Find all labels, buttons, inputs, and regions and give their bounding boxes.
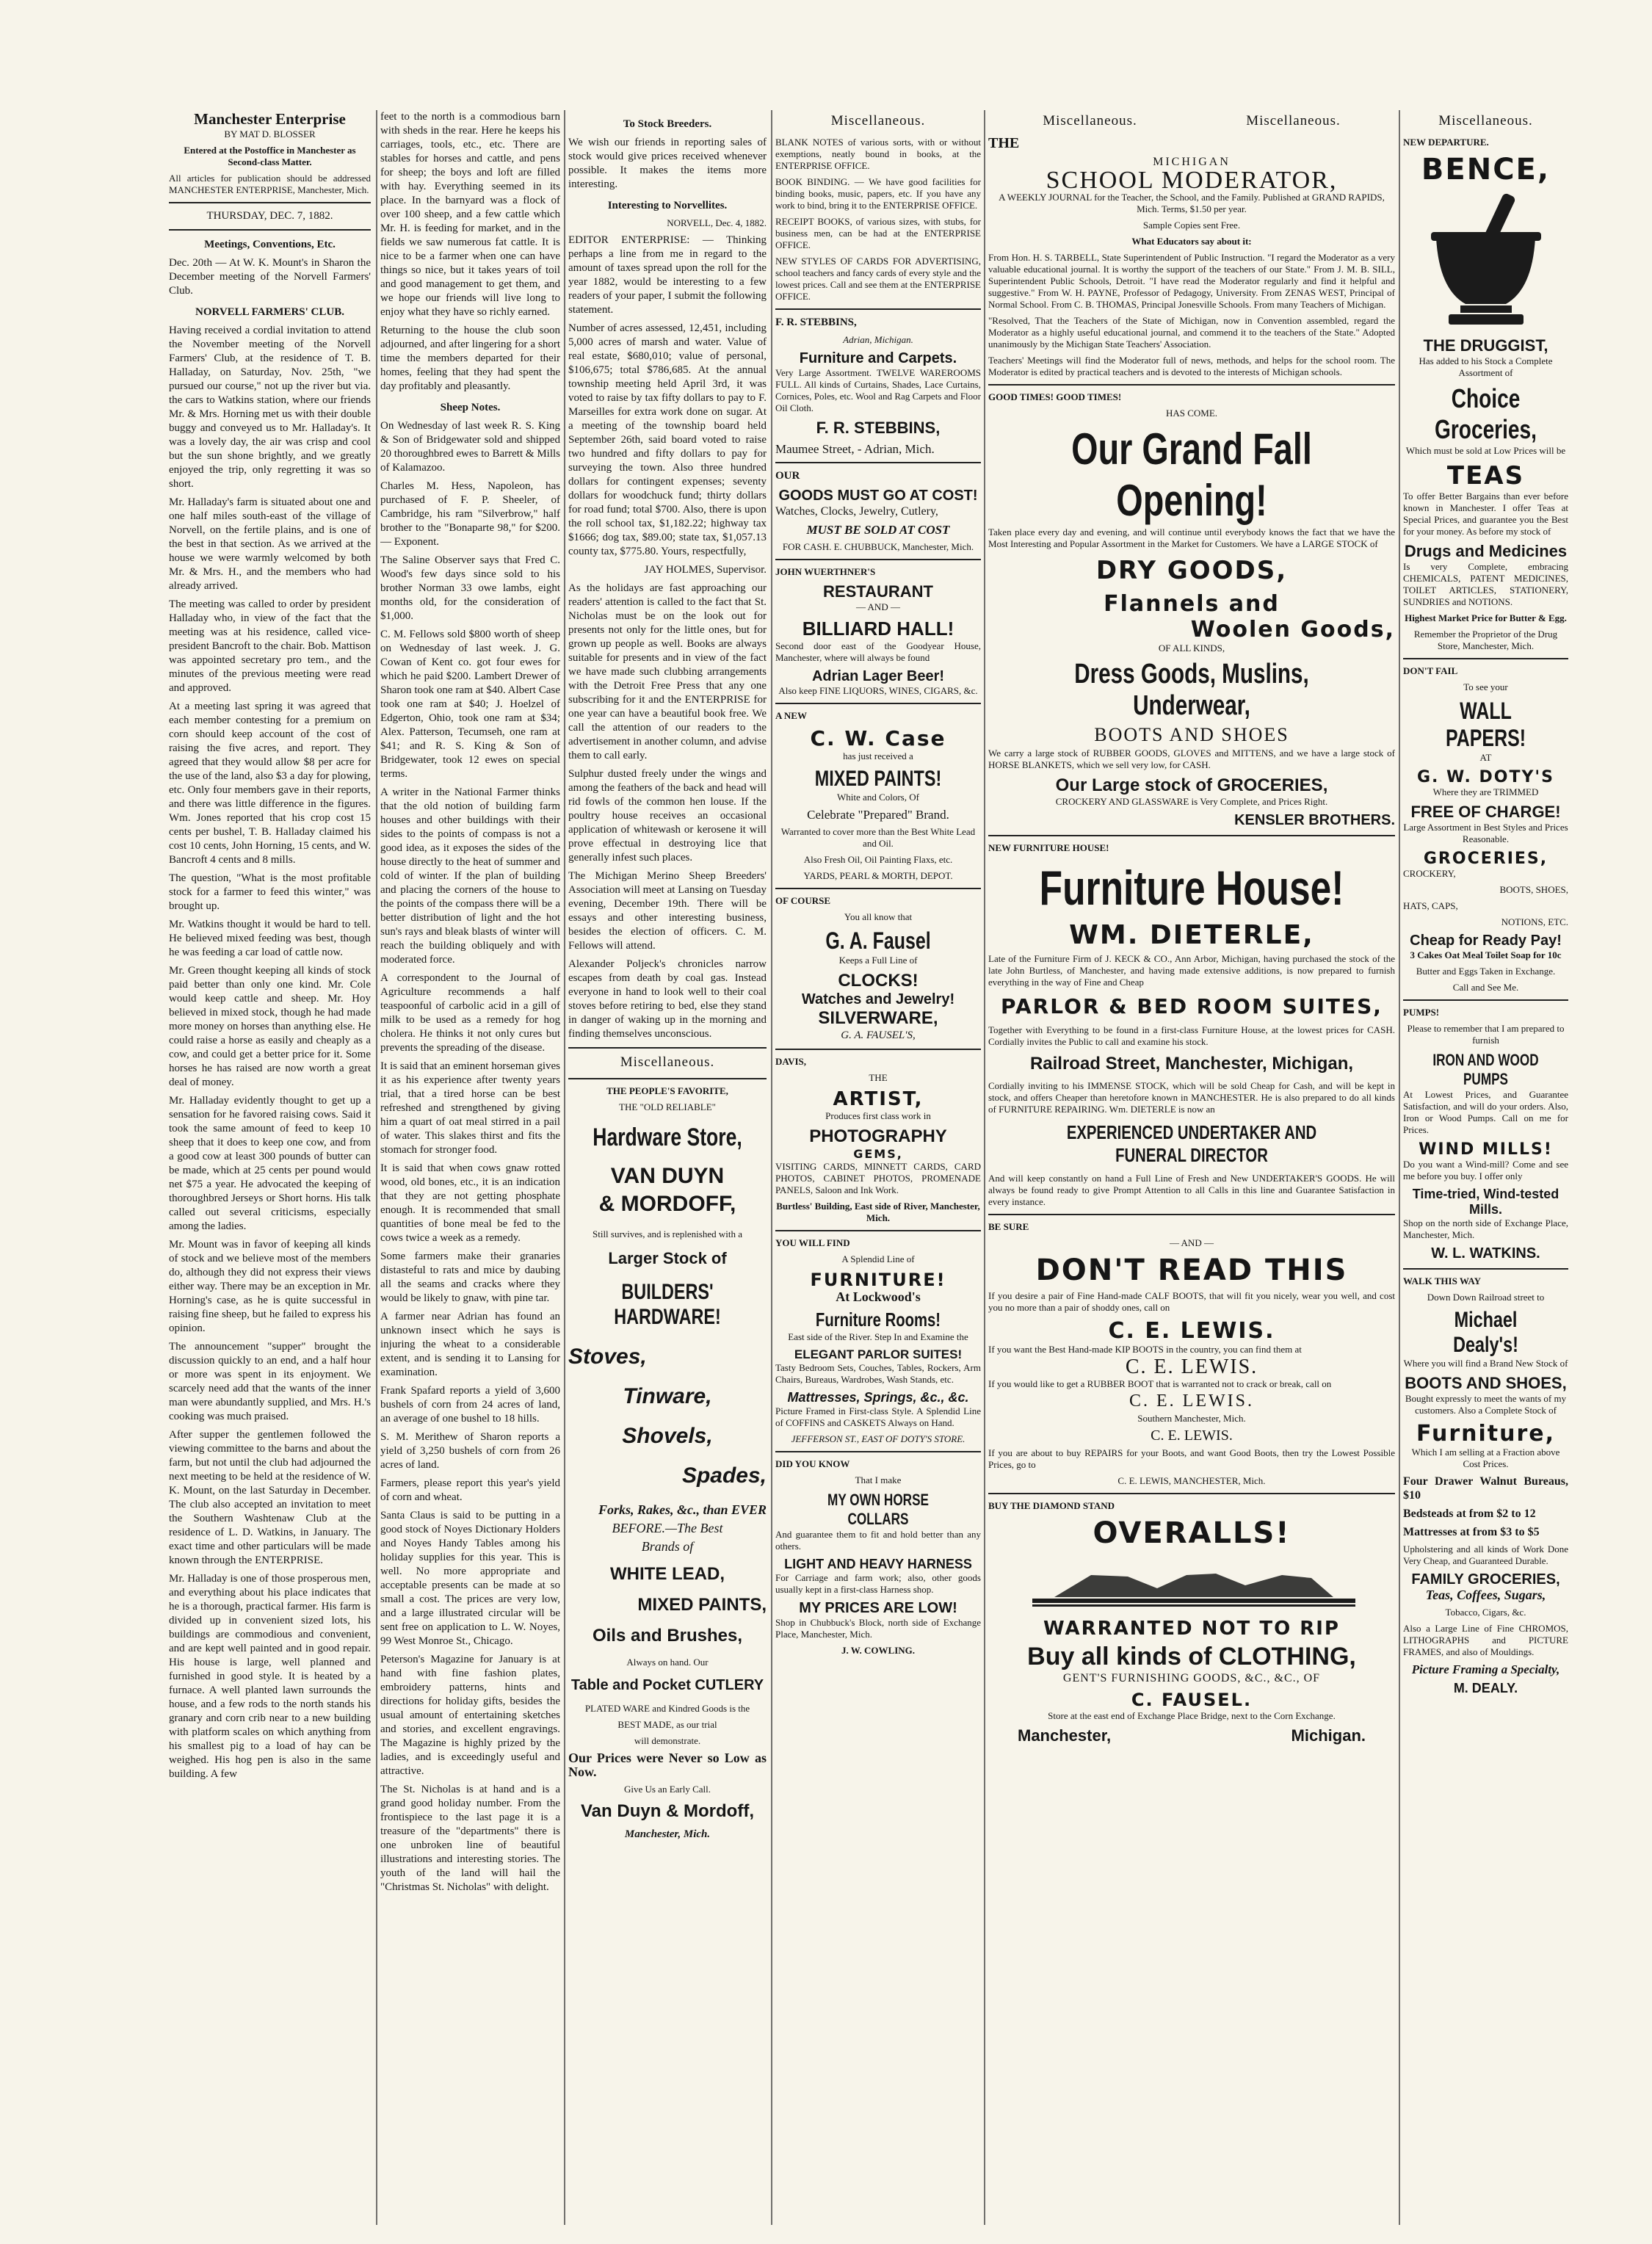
article-paragraph: At a meeting last spring it was agreed that each member contesting for a premium on corn should keep account of the cost of raising the five acres, and report. They agreed that they would allow $8 per acre for the use of the land, also $3 a day for plowing, etc. Only four members gave in their reports, and there was little difference in the figures. Wm. Jones reported that his crop cost 15 cents per bushel, T. B. Halladay claimed his cost 10 cents, John Horning, 15 cents, and W. Bancroft 4 cents and 8 mills. xyxy=(169,701,371,866)
news-item: On Wednesday of last week R. S. King & Son of Bridgewater sold and shipped 20 thoroughbred ewes to Barrett & Mills of Kalamazoo. xyxy=(380,420,560,474)
hardware-store-title: Hardware Store, xyxy=(593,1123,742,1151)
column-1 xyxy=(169,110,371,1786)
article-paragraph: Returning to the house the club soon adjourned, and after lingering for a short time the members departed for their homes, feeling that they had spent the day profitably and pleasantly. xyxy=(380,325,560,392)
news-item: Peterson's Magazine for January is at hand with fine fashion plates, embroidery patterns, hints and directions for holiday gifts, besides the usual amount of entertaining sketches and stories, and excellent engravings. The Magazine is highly prized by the ladies, and is exceedingly useful and attractive. xyxy=(380,1654,560,1777)
issue-date: THURSDAY, DEC. 7, 1882. xyxy=(206,210,333,222)
article-paragraph: Mr. Halladay's farm is situated about one and one half miles south-east of the village of Norvell, on the fertile plains, and is one of the best in that section. As we arrived at the house we were warmly welcomed by both Mr. & Mrs. H., and the members who had already arrived. xyxy=(169,496,371,592)
article-paragraph: The meeting was called to order by president Halladay who, in view of the fact that the meeting was at his residence, called vice-president Bancroft to the chair. Bob. Mattison was appointed secretary pro tem., and the minutes of the previous meeting were read and approved. xyxy=(169,598,371,694)
fausel-jewelry-ad: OF COURSE You all know that G. A. Fausel Keeps a Full Line of CLOCKS! Watches and Jewelry! SILVERWARE, G. A. FAUSEL'S, xyxy=(775,895,955,1041)
news-item: Alexander Poljeck's chronicles narrow escapes from death by coal gas. Instead everyone in hand to look well to their coal stoves before retiring to bed, else they stand in danger of waking up in the morning and finding themselves unconscious. xyxy=(568,958,767,1040)
news-item: The Michigan Merino Sheep Breeders' Association will meet at Lansing on Tuesday evening, December 19th. There will be essays and other interesting business, besides the election of officers. C. M. Fellows will attend. xyxy=(568,870,767,952)
dealy-ad: WALK THIS WAY Down Down Railroad street to Michael Dealy's! Where you will find a Brand New Stock of BOOTS AND SHOES, Bought expressly to meet the wants of my customers. Also a Complete Stock of Furniture, Which I am selling at a Fraction above Cost Prices. Four Drawer Walnut Bureaus, $10 Bedsteads at from $2 to 12 Mattresses at from $3 to $5 Upholstering and all kinds of Work Done Very Cheap, and Guaranteed Durable. FAMILY GROCERIES, Teas, Coffees, Sugars, Tobacco, Cigars, &c. Also a Large Line of Fine CHROMOS, LITHOGRAPHS and PICTURE FRAMES, and also of Mouldings. Picture Framing a Specialty, M. DEALY. xyxy=(1403,1275,1568,1695)
norvellites-heading: Interesting to Norvellites. xyxy=(607,200,728,211)
school-moderator-title: SCHOOL MODERATOR, xyxy=(1046,167,1338,194)
masthead-note: All articles for publication should be addressed MANCHESTER ENTERPRISE, Manchester, Mich. xyxy=(169,173,371,195)
cowling-harness-ad: DID YOU KNOW That I make MY OWN HORSE COLLARS And guarantee them to fit and hold better than any others. LIGHT AND HEAVY HARNESS For Carriage and farm work; also, other goods usually kept in a first-class Harness shop. MY PRICES ARE LOW! Shop in Chubbuck's Block, north side of Exchange Place, Manchester, Mich. J. W. COWLING. xyxy=(775,1458,981,1656)
article-paragraph: Mr. Halladay is one of those prosperous men, and everything about his place indicates that he is a thorough, practical farmer. His farm is divided up in convenient sized lots, his buildings are commodious and convenient, and are kept well painted and in good repair. His house is large, well planned and furnished in good style. It is heated by a furnace. A well planted lawn surrounds the house, and a few rods to the north stands his granary and corn crib near to a new building with platform scales on which anything from his smallest pig to a load of hay can be weighed. His hog pen is also in the same building. A few xyxy=(169,1573,371,1780)
news-item: Frank Spafard reports a yield of 3,600 bushels of corn from 24 acres of land, an average of one bushel to 18 hills. xyxy=(380,1385,560,1425)
davis-photography-ad: DAVIS, THE ARTIST, Produces first class work in PHOTOGRAPHY GEMS, VISITING CARDS, MINNETT CARDS, CARD PHOTOS, CABINET PHOTOS, PROMENADE PANELS, Saloon and Ink Work. Burtless' Building, East side of River, Manchester, Mich. xyxy=(775,1056,981,1223)
school-moderator-ad: THE MICHIGAN SCHOOL MODERATOR, A WEEKLY JOURNAL for the Teacher, the School, and the Family. Published at GRAND RAPIDS, Mich. Terms, $1.50 per year. Sample Copies sent Free. What Educators say about it: From Hon. H. S. TARBELL, State Superintendent of Public Instruction. "I regard the Moderator as a very valuable educational journal. It is worthy the support of the teachers of our State." From J. M. B. SILL, Superintendent Public Schools, Detroit. "I have read the Moderator regularly and find it helpful and suggestive." From W. H. PAYNE, Professor of Pedagogy, University. From ZENAS WEST, Principal of Normal School. From C. B. THOMAS, Principal Jonesville Schools. From many Teachers of Michigan. "Resolved, That the Teachers of the State of Michigan, now in Convention assembled, regard the Moderator as a highly useful educational journal, and commend it to the teachers of the State." Adopted unanimously by the Michigan State Teachers' Association. Teachers' Meetings will find the Moderator full of news, methods, and helps for the school room. The Moderator is edited by practical teachers and is devoted to the interests of Michigan schools. xyxy=(988,135,1395,377)
horse-tug-illustration xyxy=(988,1553,1395,1612)
lockwood-furniture-ad: YOU WILL FIND A Splendid Line of FURNITURE! At Lockwood's Furniture Rooms! East side of the River. Step In and Examine the ELEGANT PARLOR SUITES! Tasty Bedroom Sets, Couches, Tables, Rockers, Arm Chairs, Bureaus, Wardrobes, Wash Stands, etc. Mattresses, Springs, &c., &c. Picture Framed in First-class Style. A Splendid Line of COFFINS and CASKETS Always on Hand. JEFFERSON ST., EAST OF DOTY'S STORE. xyxy=(775,1237,981,1444)
column-3 xyxy=(568,110,767,1846)
furniture-house-title: Furniture House! xyxy=(1039,861,1344,915)
miscellaneous-heading: Miscellaneous. xyxy=(1438,113,1533,129)
watkins-pumps-ad: PUMPS! Please to remember that I am prepared to furnish IRON AND WOOD PUMPS At Lowest Prices, and Guarantee Satisfaction, and will do your orders. Also, Iron or Wood Pumps. Call on me for Prices. WIND MILLS! Do you want a Wind-mill? Come and see me before you buy. I offer only Time-tried, Wind-tested Mills. Shop on the north side of Exchange Place, Manchester, Mich. W. L. WATKINS. xyxy=(1403,1007,1568,1262)
article-paragraph: After supper the gentlemen followed the viewing committee to the barns and about the farm, but not until the club had adjourned the next meeting to be held at the residence of W. K. Mount, on the last Saturday in December. The club also accepted an invitation to meet the Southern Washtenaw Club at the residence of L. D. Watkins, in January. The exact time and other particulars will be made known through the ENTERPRISE. xyxy=(169,1429,371,1566)
bence-druggist-ad: NEW DEPARTURE. BENCE, THE DRUGGIST, Has added to his Stock a Complete Assortment of Choice Groceries, Which must be sold at Low Prices will be TEAS To offer Better Bargains than ever before known in Manchester. I offer Teas at Special Prices, and guarantee you the Best for your money. As before my stock of Drugs and Medicines Is very Complete, embracing CHEMICALS, PATENT MEDICINES, TOILET ARTICLES, STATIONERY, SUNDRIES and NOTIONS. Highest Market Price for Butter & Egg. Remember the Proprietor of the Drug Store, Manchester, Mich. xyxy=(1403,137,1568,651)
news-item: Santa Claus is said to be putting in a good stock of Noyes Dictionary Holders and Noyes Handy Tables among his holiday supplies for this year. This is well. No more appropriate and acceptable presents can be made at so small a cost. The prices are very low, and a large illustrated circular will be sent free on application to L. W. Noyes, 99 West Monroe St., Chicago. xyxy=(380,1510,560,1647)
notice: BOOK BINDING. — We have good facilities for binding books, music, papers, etc. If you have any work to bind, bring it to the ENTERPRISE OFFICE. xyxy=(775,176,981,211)
article-paragraph: Mr. Watkins thought it would be hard to tell. He believed mixed feeding was best, though he was feeding a car load of cattle now. xyxy=(169,919,371,958)
hardware-ad: THE PEOPLE'S FAVORITE, THE "OLD RELIABLE" Hardware Store, VAN DUYN & MORDOFF, Still survives, and is replenished with a Larger Stock of BUILDERS' HARDWARE! Stoves, Tinware, Shovels, Spades, Forks, Rakes, &c., than EVER BEFORE.—The Best Brands of WHITE LEAD, MIXED PAINTS, Oils and Brushes, Always on hand. Our Table and Pocket CUTLERY PLATED WARE and Kindred Goods is the BEST MADE, as our trial will demonstrate. Our Prices were Never so Low as Now. Give Us an Early Call. Van Duyn & Mordoff, Manchester, Mich. xyxy=(568,1085,767,1840)
sheep-notes-heading: Sheep Notes. xyxy=(440,402,501,413)
news-item: A farmer near Adrian has found an unknown insect which he says is injuring the wheat to a considerable extent, and is sending it to Lansing for examination. xyxy=(380,1311,560,1378)
miscellaneous-heading: Miscellaneous. xyxy=(620,1054,715,1070)
news-item: As the holidays are fast approaching our readers' attention is called to the fact that St. Nicholas must be on the look out for presents not only for the little ones, but for grown up people as well. Books are always suitable for presents and in view of the fact we have made such clubbing arrangements with the Detroit Free Press that any one subscribing for it and the ENTERPRISE for one year can have a beautiful book free. We call the attention of our readers to the advertisement in another column, and advise them to call early. xyxy=(568,582,767,761)
news-item: A writer in the National Farmer thinks that the old notion of building farm houses and other buildings with their sides to the points of compass is not a good idea, as it exposes the sides of the house directly to the heat of summer and cold of winter. If the plan of building and placing the corners of the house to the points of the compass there will be a better distribution of light and the hot sun's rays and bleak blasts of winter will reach the building obliquely and with moderated force. xyxy=(380,786,560,966)
news-item: Sulphur dusted freely under the wings and among the feathers of the back and head will rid fowls of the common hen louse. If the poultry house receives an occasional application of whitewash or kerosene it will prove effectual in destroying lice that generally infest such places. xyxy=(568,768,767,864)
miscellaneous-heading: Miscellaneous. xyxy=(1246,113,1341,129)
news-item: We wish our friends in reporting sales of stock would give prices received whenever possible. It makes the items more interesting. xyxy=(568,137,767,190)
dateline: NORVELL, Dec. 4, 1882. xyxy=(667,217,767,228)
column-6 xyxy=(1403,110,1568,1696)
grand-fall-opening-title: Our Grand Fall Opening! xyxy=(1071,424,1312,525)
dieterle-furniture-ad: NEW FURNITURE HOUSE! Furniture House! WM. DIETERLE, Late of the Furniture Firm of J. KECK & CO., Ann Arbor, Michigan, having purchased the stock of the late John Burtless, of Manchester, and having made extensive additions, is now prepared to furnish everything in the way of Fine and Cheap PARLOR & BED ROOM SUITES, Together with Everything to be found in a first-class Furniture House, at the lowest prices for CASH. Cordially invites the Public to call and examine his stock. Railroad Street, Manchester, Michigan, Cordially inviting to his IMMENSE STOCK, which will be sold Cheap for Cash, and will be kept in stock, and offers Cheaper than heretofore known in MANCHESTER. He is also prepared to do all kinds of FURNITURE REPAIRING. Wm. DIETERLE is now an EXPERIENCED UNDERTAKER AND FUNERAL DIRECTOR And will keep constantly on hand a Full Line of Fresh and New UNDERTAKER'S GOODS. He will always be found ready to give Prompt Attention to all Calls in this line and Guarantee Satisfaction in every instance. xyxy=(988,842,1395,1207)
miscellaneous-heading: Miscellaneous. xyxy=(1043,113,1137,129)
chubbuck-ad: OUR GOODS MUST GO AT COST! Watches, Clocks, Jewelry, Cutlery, MUST BE SOLD AT COST FOR CASH. E. CHUBBUCK, Manchester, Mich. xyxy=(775,470,978,552)
masthead-title: Manchester Enterprise xyxy=(194,110,346,128)
notice: RECEIPT BOOKS, of various sizes, with stubs, for business men, can be had at the ENTERPRISE OFFICE. xyxy=(775,216,981,250)
article-paragraph: The announcement "supper" brought the discussion quickly to an end, and a half hour or more was spent in its enjoyment. We scarcely need add that the wants of the inner man were abundantly supplied, and Mrs. H.'s cooking was much praised. xyxy=(169,1341,371,1422)
column-5 xyxy=(988,110,1395,1745)
wuerthner-ad: JOHN WUERTHNER'S RESTAURANT — AND — BILLIARD HALL! Second door east of the Goodyear House, Manchester, where will always be found Adrian Lager Beer! Also keep FINE LIQUORS, WINES, CIGARS, &c. xyxy=(775,566,981,696)
news-item: Some farmers make their granaries distasteful to rats and mice by daubing all the seams and cracks where they would be likely to gnaw, with pine tar. xyxy=(380,1251,560,1304)
news-item: A correspondent to the Journal of Agriculture recommends a half teaspoonful of carbolic acid in a gill of milk to be used as a remedy for hog cholera. He thinks it not only cures but prevents the spreading of the disease. xyxy=(380,972,560,1054)
article-paragraph: feet to the north is a commodious barn with sheds in the rear. Here he keeps his carriages, tools, etc., etc. There are stables for horses and cattle, and pens for sheep; the boys and loft are filled with hay. Everything seemed in its place. In the barnyard was a flock of over 100 sheep, and a few cattle which Mr. H. is feeding for market, and in the fields we saw numerous fat cattle. It is nice to be a farmer when one can have things so nice, but it takes years of toil and good management to get them, and we hope our friends will live long to enjoy what they have so richly earned. xyxy=(380,111,560,318)
kensler-opening-ad: GOOD TIMES! GOOD TIMES! HAS COME. Our Grand Fall Opening! Taken place every day and evening, and will continue until everybody knows the fact that we have the Most Interesting and Popular Assortment in the Market for Customers. We have a LARGE STOCK of DRY GOODS, Flannels and Woolen Goods, OF ALL KINDS, Dress Goods, Muslins, Underwear, BOOTS AND SHOES We carry a large stock of RUBBER GOODS, GLOVES and MITTENS, and we have a large stock of HORSE BLANKETS, which we sell very low, for CASH. Our Large stock of GROCERIES, CROCKERY AND GLASSWARE is Very Complete, and Prices Right. KENSLER BROTHERS. xyxy=(988,391,1395,828)
masthead-byline: BY MAT D. BLOSSER xyxy=(224,129,316,140)
notice: NEW STYLES OF CARDS FOR ADVERTISING, school teachers and fancy cards of every style and the lowest prices. Call and see them at the ENTERPRISE OFFICE. xyxy=(775,256,981,302)
club-heading: NORVELL FARMERS' CLUB. xyxy=(195,306,344,318)
dont-read-this-title: DON'T READ THIS xyxy=(1035,1253,1348,1287)
news-item: S. M. Merithew of Sharon reports a yield of 3,250 bushels of corn from 26 acres of land. xyxy=(380,1431,560,1471)
news-item: Farmers, please report this year's yield of corn and wheat. xyxy=(380,1477,560,1503)
masthead-entry: Entered at the Postoffice in Manchester as Second-class Matter. xyxy=(184,145,356,167)
letter-signature: JAY HOLMES, Supervisor. xyxy=(644,564,767,576)
article-paragraph: The question, "What is the most profitable stock for a farmer to feed this winter," was brought up. xyxy=(169,872,371,912)
doty-wallpaper-ad: DON'T FAIL To see your WALL PAPERS! AT G. W. DOTY'S Where they are TRIMMED FREE OF CHARGE! Large Assortment in Best Styles and Prices Reasonable. GROCERIES, CROCKERY, BOOTS, SHOES, HATS, CAPS, NOTIONS, ETC. Cheap for Ready Pay! 3 Cakes Oat Meal Toilet Soap for 10c Butter and Eggs Taken in Exchange. Call and See Me. xyxy=(1403,665,1568,993)
news-item: C. M. Fellows sold $800 worth of sheep on Wednesday of last week. J. G. Cowan of Kent co. got four ewes for which he paid $200. Lambert Drewer of Sharon took one ram at $40. Albert Case took one ram at $40; J. Hoelzel of Edgerton, Ohio, took one ram at $34; Alex. Patterson, Tecumseh, one ram at $41; and R. S. King & Son of Bridgewater, took 12 ewes on special terms. xyxy=(380,629,560,780)
meetings-text: Dec. 20th — At W. K. Mount's in Sharon the December meeting of the Norvell Farmers' Club. xyxy=(169,257,371,297)
article-paragraph: Mr. Green thought keeping all kinds of stock paid better than only one kind. Mr. Cole would keep cattle and sheep. Mr. Hoy believed in mixed stock, though he had made more money on horses than anything else. He could raise a horse as easily and cheaply as a cow, and could get a better price for it. Some horses he has raised are now worth a great deal of money. xyxy=(169,965,371,1088)
article-paragraph: Mr. Mount was in favor of keeping all kinds of stock and we believe most of the members do, although they did not express their views either way. There may be an exception in Mr. Horning's case, as he is quite successful in raising fine sheep, but he failed to express his opinion. xyxy=(169,1239,371,1334)
mortar-and-pestle-icon xyxy=(1403,187,1568,333)
lewis-boots-ad: BE SURE — AND — DON'T READ THIS If you desire a pair of Fine Hand-made CALF BOOTS, that will fit you nicely, wear you well, and cost you no more than a pair of shoddy ones, call on C. E. LEWIS. If you want the Best Hand-made KIP BOOTS in the country, you can find them at C. E. LEWIS. If you would like to get a RUBBER BOOT that is warranted not to crack or break, call on C. E. LEWIS. Southern Manchester, Mich. C. E. LEWIS. If you are about to buy REPAIRS for your Boots, and want Good Boots, then try the Lowest Possible Prices, go to C. E. LEWIS, MANCHESTER, Mich. xyxy=(988,1221,1395,1486)
article-paragraph: Having received a cordial invitation to attend the November meeting of the Norvell Farmers' Club, at the residence of T. B. Halladay, on Saturday, Nov. 25th, "we pursued our course," not up the river but via. the cars to Watkins station, where our friends Mr. & Mrs. Horning met us with their double buggy and conveyed us to Mr. Halladay's. It was a lovely day, the air was crisp and cool but the sun shone brightly, and we greatly enjoyed the trip, only regretting it was so short. xyxy=(169,325,371,490)
stock-breeders-heading: To Stock Breeders. xyxy=(623,118,712,130)
news-item: Charles M. Hess, Napoleon, has purchased of F. P. Sheeler, of Cambridge, his ram "Silverbrow," half brother to the "Bonaparte 98," for $200. — Exponent. xyxy=(380,480,560,548)
news-item: The St. Nicholas is at hand and is a grand good holiday number. From the frontispiece to the last page it is a treasure of the "departments" there is one unbroken line of beautiful illustrations and interesting stories. The youth of the land will hail the "Christmas St. Nicholas" with delight. xyxy=(380,1784,560,1893)
case-paints-ad: A NEW C. W. Case has just received a MIXED PAINTS! White and Colors, Of Celebrate "Prepared" Brand. Warranted to cover more than the Best White Lead and Oil. Also Fresh Oil, Oil Painting Flaxs, etc. YARDS, PEARL & MORTH, DEPOT. xyxy=(775,710,976,881)
column-2 xyxy=(380,110,560,1899)
news-item: The Saline Observer says that Fred C. Wood's few days since sold to his brother Norman 33 owe lambs, eight months old, for the consideration of $1,000. xyxy=(380,554,560,622)
miscellaneous-heading: Miscellaneous. xyxy=(830,113,926,129)
news-item: It is said that an eminent horseman gives it as his experience after twenty years trial, that a tired horse can be best refreshed and strengthened by giving him a quart of oat meal stirred in a pail of water. This slakes thirst and fits the stomach for stronger food. xyxy=(380,1060,560,1156)
letter-paragraph: Number of acres assessed, 12,451, including 5,000 acres of marsh and water. Value of real estate, $680,010; value of personal, $106,675; total $786,685. At the annual township meeting held April 3rd, it was voted to raise by tax fifty dollars to pay to F. Marseilles for extra work done on sugar. At a meeting of the township board held September 26th, said board voted to raise two hundred and fifty dollars to pay for surveying the town. Also three hundred dollars for contingent expenses; seventy dollars for woodchuck fund; thirty dollars for road fund; total $700. Also, there is upon the roll school tax, $1,182.22; highway tax $1666; dog tax, $89.00; state tax, $1,057.13 county tax, $775.80. Yours, respectfully, xyxy=(568,322,767,557)
notice: BLANK NOTES of various sorts, with or without exemptions, neatly bound in books, at the ENTERPRISE OFFICE. xyxy=(775,137,981,171)
meetings-heading: Meetings, Conventions, Etc. xyxy=(204,239,336,250)
news-item: It is said that when cows gnaw rotted wood, old bones, etc., it is an indication that they are not getting phosphate enough. It is recommended that small quantities of bone meal be fed to the cows twice a week as a remedy. xyxy=(380,1162,560,1244)
article-paragraph: Mr. Halladay evidently thought to get up a sensation for he favored raising cows. Said it took the same amount of feed to keep 10 sheep that it does to keep one cow, and from a good cow at least 300 pounds of butter can be made, which at 25 cents per pound would net $75 a year. He advocated the keeping of thoroughbred Jerseys or Short horns. His talk called out several criticisms, especially among the ladies. xyxy=(169,1095,371,1232)
fausel-overalls-ad: BUY THE DIAMOND STAND OVERALLS! WARRANTED NOT TO RIP Buy all kinds of CLOTHING, GENT'S FURNISHING GOODS, &C., &C., OF C. FAUSEL. Store at the east end of Exchange Place Bridge, next to the Corn Exchange. Manchester, Michigan. xyxy=(988,1500,1395,1745)
column-4 xyxy=(775,110,981,1661)
letter-paragraph: EDITOR ENTERPRISE: — Thinking perhaps a line from me in regard to the amount of taxes spread upon the roll for the year 1882, would be interesting to a few readers of your paper, I submit the following statement. xyxy=(568,234,767,316)
stebbins-ad: F. R. STEBBINS, Adrian, Michigan. Furniture and Carpets. Very Large Assortment. TWELVE WAREROOMS FULL. All kinds of Curtains, Shades, Lace Curtains, Cornices, Poles, etc. Wool and Rag Carpets and Floor Oil Cloth. F. R. STEBBINS, Maumee Street, - Adrian, Mich. xyxy=(775,316,981,456)
